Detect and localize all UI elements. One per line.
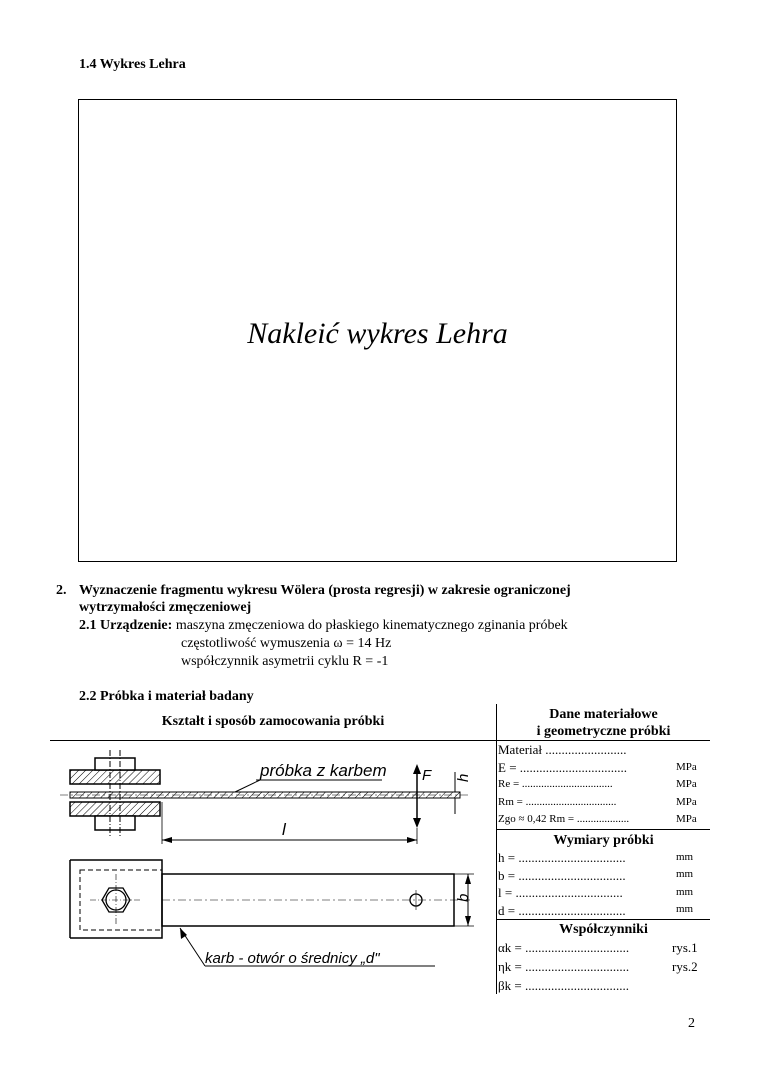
unit-zgo: MPa xyxy=(676,813,697,825)
device-label: 2.1 Urządzenie: xyxy=(79,618,173,633)
page-number: 2 xyxy=(688,1016,695,1031)
section-heading-2-line2: wytrzymałości zmęczeniowej xyxy=(79,600,252,615)
table-vertical-divider xyxy=(496,704,497,994)
unit-h: mm xyxy=(676,851,694,863)
label-h: h xyxy=(455,773,472,782)
ref-eta: rys.2 xyxy=(672,959,698,974)
device-line xyxy=(79,617,568,634)
material-field: Materiał ......................... xyxy=(498,742,627,757)
prop-rm: Rm = ................................. xyxy=(498,796,617,808)
unit-re: MPa xyxy=(676,778,697,790)
table-left-header: Kształt i sposób zamocowania próbki xyxy=(161,714,385,729)
asymmetry-text: współczynnik asymetrii cyklu R = -1 xyxy=(181,654,389,669)
label-sample: próbka z karbem xyxy=(260,761,387,780)
placeholder-text: Nakleić wykres Lehra xyxy=(247,317,508,350)
chart-placeholder-box xyxy=(78,99,677,562)
sample-heading: 2.2 Próbka i materiał badany xyxy=(79,689,254,704)
dim-l: l = ................................. xyxy=(498,885,623,900)
dim-b: b = ................................. xyxy=(498,868,626,883)
section-heading-2-line1: Wyznaczenie fragmentu wykresu Wölera (prosta regresji) w zakresie ograniczonej xyxy=(79,583,571,598)
coef-alpha: αk = ................................ xyxy=(498,940,630,955)
dim-h: h = ................................. xyxy=(498,850,626,865)
label-b: b xyxy=(455,893,472,902)
prop-re: Re = ................................. xyxy=(498,778,613,790)
unit-l: mm xyxy=(676,886,694,898)
dims-header: Wymiary próbki xyxy=(553,833,654,848)
dims-rule xyxy=(497,829,710,830)
coef-header: Współczynniki xyxy=(559,922,648,937)
coef-rule xyxy=(497,919,710,920)
section-number: 2. xyxy=(56,583,67,598)
coef-eta: ηk = ................................ xyxy=(498,959,630,974)
label-notch: karb - otwór o średnicy „d" xyxy=(205,950,380,967)
clamp-top-view xyxy=(70,860,162,938)
section-heading-1-4: 1.4 Wykres Lehra xyxy=(79,57,186,72)
unit-e: MPa xyxy=(676,761,697,773)
ref-alpha: rys.1 xyxy=(672,940,698,955)
table-right-header-line2: i geometryczne próbki xyxy=(536,724,671,739)
frequency-text: częstotliwość wymuszenia ω = 14 Hz xyxy=(181,636,392,651)
label-l: l xyxy=(282,820,286,839)
label-force: F xyxy=(422,767,432,784)
unit-rm: MPa xyxy=(676,796,697,808)
table-right-header-line1: Dane materiałowe xyxy=(549,707,658,722)
unit-d: mm xyxy=(676,903,694,915)
device-text: maszyna zmęczeniowa do płaskiego kinematycznego zginania próbek xyxy=(175,618,568,633)
coef-beta: βk = ................................ xyxy=(498,978,629,993)
prop-zgo: Zgo ≈ 0,42 Rm = ................... xyxy=(498,813,630,825)
unit-b: mm xyxy=(676,868,694,880)
prop-e: E = ................................. xyxy=(498,760,628,775)
sample-mounting-drawing xyxy=(50,742,496,994)
table-header-rule xyxy=(50,740,710,741)
dim-d: d = ................................. xyxy=(498,903,626,918)
